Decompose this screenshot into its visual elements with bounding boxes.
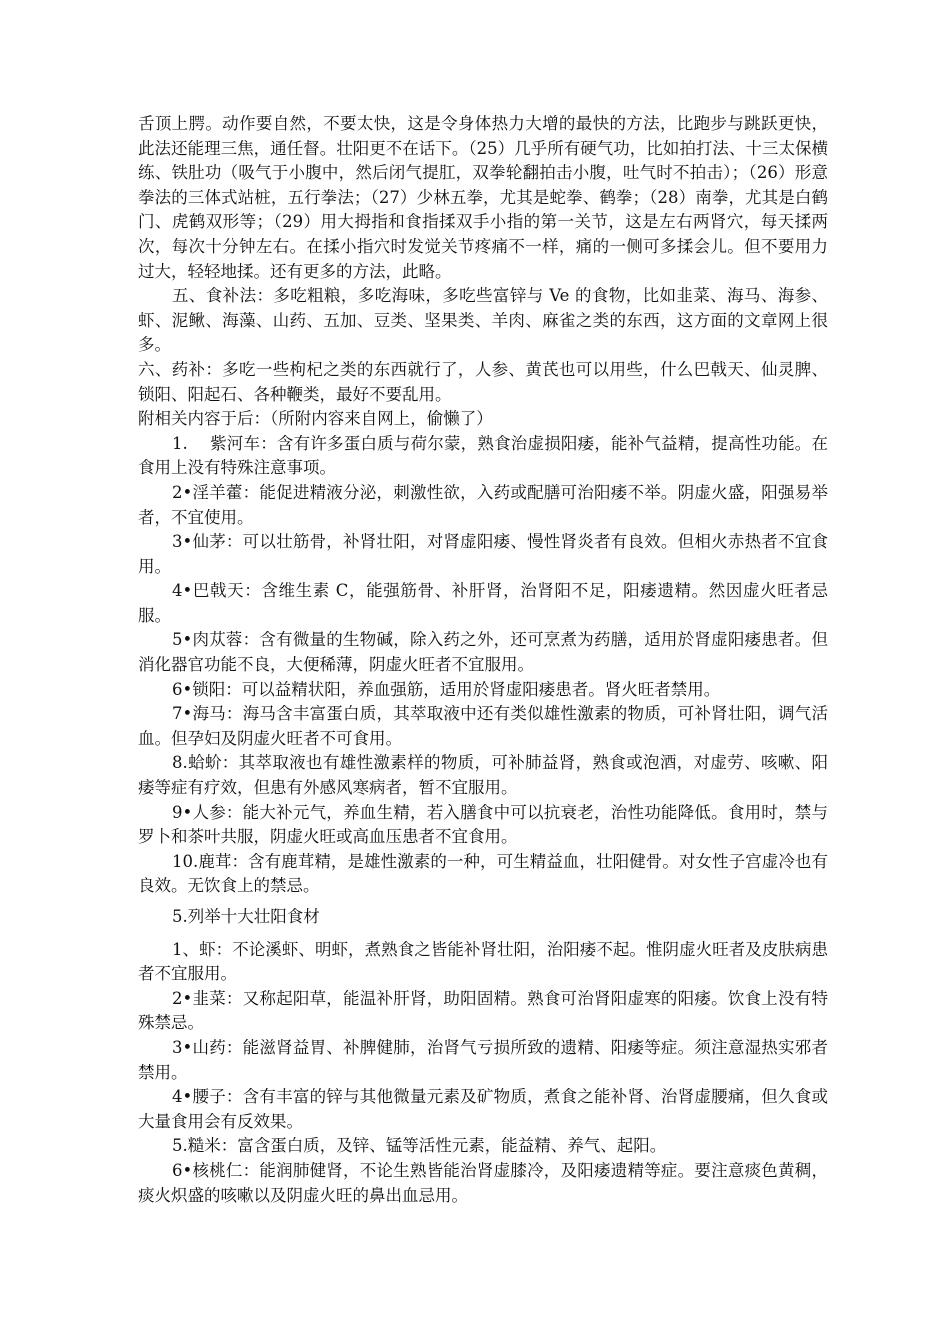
list-item-food-5: 5.糙米：富含蛋白质，及锌、锰等活性元素，能益精、养气、起阳。 [172, 1136, 667, 1156]
paragraph-herbal-tonic: 六、药补：多吃一些枸杞之类的东西就行了，人参、黄芪也可以用些，什么巴戟天、仙灵脾、锁阳、阳起石、各种鞭类，最好不要乱用。 [138, 359, 828, 404]
list-item-herb-4: 4•巴戟天：含维生素 C，能强筋骨、补肝肾，治肾阳不足，阳痿遗精。然因虚火旺者忌服。 [138, 581, 828, 625]
list-item-food-3: 3•山药：能滋肾益胃、补脾健肺，治肾气亏损所致的遗精、阳痿等症。须注意湿热实邪者禁用。 [138, 1037, 828, 1082]
list-item-herb-3: 3•仙茅：可以壮筋骨，补肾壮阳，对肾虚阳痿、慢性肾炎者有良效。但相火赤热者不宜食用。 [138, 532, 828, 576]
paragraph-appendix-intro: 附相关内容于后：（所附内容来自网上，偷懒了） [138, 409, 493, 429]
list-item-food-4: 4•腰子：含有丰富的锌与其他微量元素及矿物质，煮食之能补肾、治肾虚腰痛，但久食或大量食用会有反效果。 [138, 1087, 828, 1131]
paragraph-exercise-methods: 舌顶上腭。动作要自然，不要太快，这是令身体热力大增的最快的方法，比跑步与跳跃更快，此法还能理三焦，通任督。壮阳更不在话下。（25）几乎所有硬气功，比如拍打法、十三太保横练、铁肚功（吸气于小腹中，然后闭气提肛，双拳轮翻拍击小腹，吐气时不拍击）；（26）形意拳法的三体式站桩，五行拳法；（27）少林五拳，尤其是蛇拳、鹤拳；（28）南拳，尤其是白鹤门、虎鹤双形等；（29）用大拇指和食指揉双手小指的第一关节，这是左右两肾穴，每天揉两次，每次十分钟左右。在揉小指穴时发觉关节疼痛不一样，痛的一侧可多揉会儿。但不要用力过大，轻轻地揉。还有更多的方法，此略。 [138, 114, 828, 281]
list-item-herb-1: 1. 紫河车：含有许多蛋白质与荷尔蒙，熟食治虚损阳痿，能补气益精，提高性功能。在食用上没有特殊注意事项。 [138, 433, 828, 478]
list-item-food-1: 1、虾：不论溪虾、明虾，煮熟食之皆能补肾壮阳，治阳痿不起。惟阴虚火旺者及皮肤病患者不宜服用。 [138, 939, 828, 984]
section-heading-food-list: 5.列举十大壮阳食材 [172, 907, 320, 926]
list-item-herb-7: 7•海马：海马含丰富蛋白质，其萃取液中还有类似雄性激素的物质，可补肾壮阳，调气活血。但孕妇及阴虚火旺者不可食用。 [138, 704, 828, 748]
list-item-herb-10: 10.鹿茸：含有鹿茸精，是雄性激素的一种，可生精益血，壮阳健骨。对女性子宫虚冷也有良效。无饮食上的禁忌。 [138, 851, 828, 896]
paragraph-food-tonic: 五、食补法：多吃粗粮，多吃海味，多吃些富锌与 Ve 的食物，比如韭菜、海马、海参、虾、泥鳅、海藻、山药、五加、豆类、坚果类、羊肉、麻雀之类的东西，这方面的文章网上很多。 [138, 286, 828, 355]
list-item-herb-9: 9•人参：能大补元气，养血生精，若入膳食中可以抗衰老，治性功能降低。食用时，禁与罗卜和茶叶共服，阴虚火旺或高血压患者不宜食用。 [138, 802, 828, 847]
list-item-herb-2: 2•淫羊藿：能促进精液分泌，刺激性欲，入药或配膳可治阳痿不举。阴虚火盛，阳强易举者，不宜使用。 [138, 482, 828, 527]
list-item-food-2: 2•韭菜：又称起阳草，能温补肝肾，助阳固精。熟食可治肾阳虚寒的阳痿。饮食上没有特殊禁忌。 [138, 988, 828, 1033]
list-item-herb-8: 8.蛤蚧：其萃取液也有雄性激素样的物质，可补肺益肾，熟食或泡酒，对虚劳、咳嗽、阳痿等症有疗效，但患有外感风寒病者，暂不宜服用。 [138, 753, 828, 798]
list-item-herb-5: 5•肉苁蓉：含有微量的生物碱，除入药之外，还可烹煮为药膳，适用於肾虚阳痿患者。但消化器官功能不良，大便稀薄，阴虚火旺者不宜服用。 [138, 630, 828, 675]
list-item-herb-6: 6•锁阳：可以益精状阳，养血强筋，适用於肾虚阳痿患者。肾火旺者禁用。 [172, 679, 721, 699]
list-item-food-6: 6•核桃仁：能润肺健肾，不论生熟皆能治肾虚膝冷，及阳痿遗精等症。要注意痰色黄稠，痰火炽盛的咳嗽以及阴虚火旺的鼻出血忌用。 [138, 1160, 828, 1205]
document-page [138, 112, 828, 1208]
